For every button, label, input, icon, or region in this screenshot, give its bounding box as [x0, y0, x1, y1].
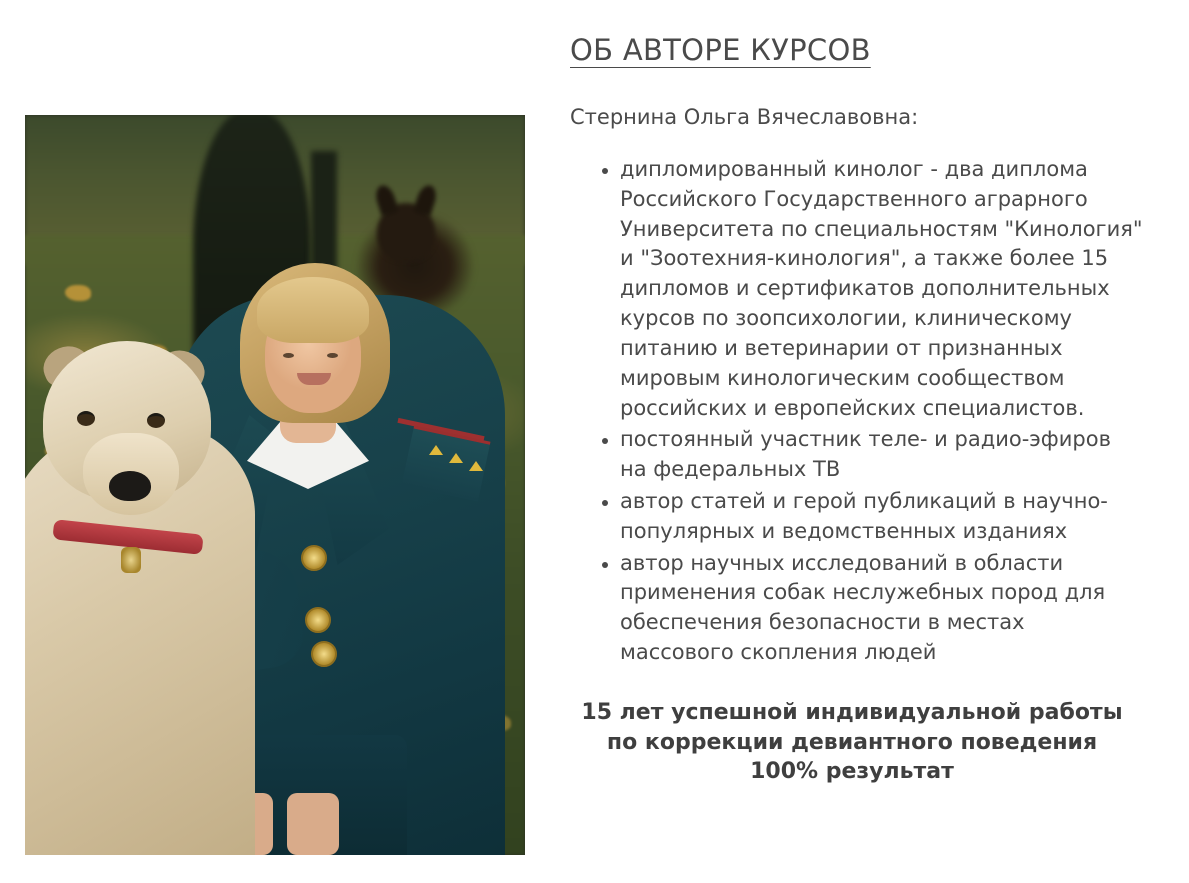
medal-icon [301, 545, 327, 571]
highlight-statement [570, 698, 1144, 787]
medal-group [301, 545, 357, 665]
leaf-icon [65, 285, 91, 301]
woman-leg [287, 793, 339, 855]
content-column [560, 0, 1189, 883]
photo-column [0, 0, 560, 883]
list-item: • дипломированный кинолог - два диплома Российского Государственного аграрного Университета по специальностям "Кинология" и "Зоотехния-кинология", а также более 15 дипломов и сертификатов дополнительных курсов по зоопсихологии, клиническому питанию и ветеринарии от признанных мировым кинологическим сообществом российских и европейских специалистов. [620, 155, 1144, 423]
dog-tag-icon [121, 547, 141, 573]
rank-star-icon [469, 461, 483, 471]
photo-scene [25, 115, 525, 855]
dog-eye [77, 411, 95, 426]
list-item: • автор статей и герой публикаций в научно-популярных и ведомственных изданиях [620, 487, 1144, 547]
rank-star-icon [429, 445, 443, 455]
credentials-list [570, 155, 1144, 668]
author-name: Стернина Ольга Вячеславовна: [570, 105, 919, 129]
woman-hair-fringe [257, 277, 369, 343]
dog-eye [147, 413, 165, 428]
highlight-line-3: 100% результат [750, 759, 954, 785]
medal-icon [311, 641, 337, 667]
highlight-line-1: 15 лет успешной индивидуальной работы [581, 699, 1123, 725]
woman-eye [327, 353, 338, 358]
list-item: • автор научных исследований в области применения собак неслужебных пород для обеспечения безопасности в местах массового скопления людей [620, 549, 1144, 668]
list-item: • постоянный участник теле- и радио-эфиров на федеральных ТВ [620, 425, 1144, 485]
rank-star-icon [449, 453, 463, 463]
page-title: ОБ АВТОРЕ КУРСОВ [570, 33, 871, 67]
highlight-line-2: по коррекции девиантного поведения [606, 729, 1098, 755]
author-photo [25, 115, 525, 855]
woman-eye [283, 353, 294, 358]
medal-icon [305, 607, 331, 633]
dog-nose [109, 471, 151, 501]
